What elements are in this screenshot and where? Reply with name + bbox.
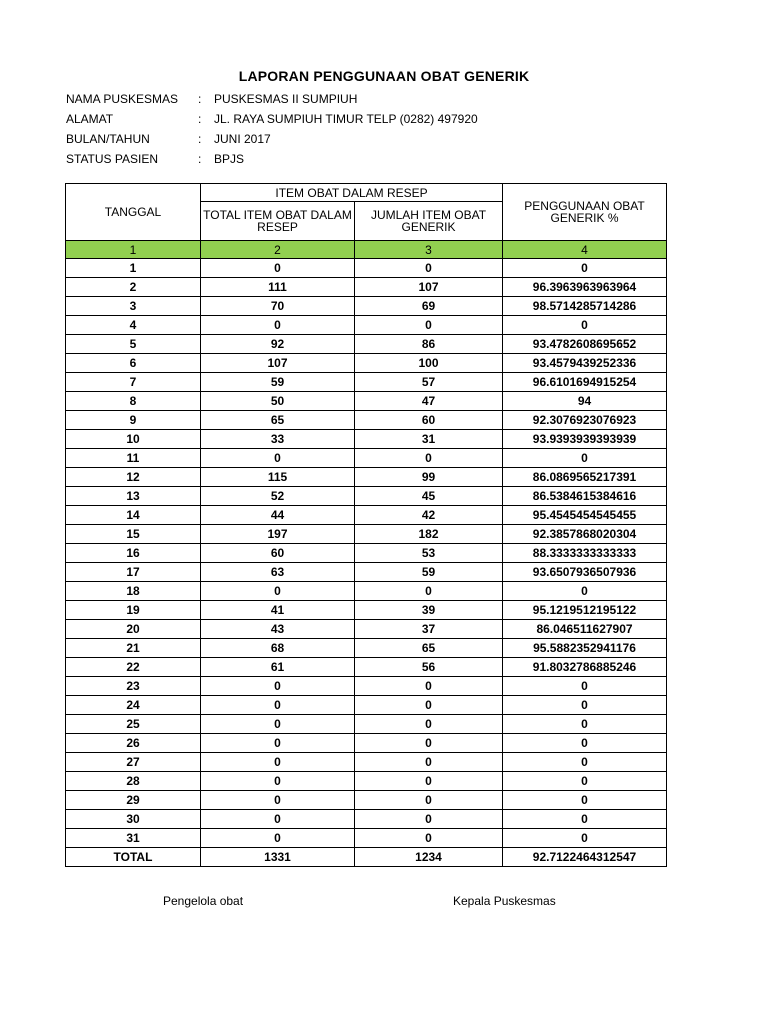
- row-total-item-cell: 50: [201, 392, 355, 411]
- info-label: BULAN/TAHUN: [66, 132, 150, 146]
- table-row: [66, 544, 667, 563]
- row-tanggal-cell: 13: [66, 487, 201, 506]
- row-persen-cell: 0: [503, 696, 667, 715]
- row-total-item-cell: 0: [201, 810, 355, 829]
- row-total-item-cell: 0: [201, 829, 355, 848]
- info-row-puskesmas: [66, 90, 478, 110]
- row-total-item-cell: 61: [201, 658, 355, 677]
- info-colon: :: [198, 132, 202, 146]
- row-persen-cell: 94: [503, 392, 667, 411]
- table-row: [66, 411, 667, 430]
- row-jumlah-generik-cell: 0: [355, 772, 503, 791]
- row-persen-cell: 0: [503, 810, 667, 829]
- row-jumlah-generik-cell: 39: [355, 601, 503, 620]
- row-tanggal-cell: 18: [66, 582, 201, 601]
- info-colon: :: [198, 92, 202, 106]
- row-persen-cell: 96.6101694915254: [503, 373, 667, 392]
- row-persen-cell: 86.5384615384616: [503, 487, 667, 506]
- row-persen-cell: 96.3963963963964: [503, 278, 667, 297]
- table-row: [66, 373, 667, 392]
- row-jumlah-generik-cell: 0: [355, 259, 503, 278]
- row-jumlah-generik-cell: 0: [355, 753, 503, 772]
- row-total-item-cell: 92: [201, 335, 355, 354]
- row-tanggal-cell: 17: [66, 563, 201, 582]
- table-row: [66, 525, 667, 544]
- table-row: [66, 354, 667, 373]
- row-persen-cell: 86.0869565217391: [503, 468, 667, 487]
- table-row: [66, 772, 667, 791]
- row-total-item-cell: 107: [201, 354, 355, 373]
- info-value: BPJS: [214, 152, 245, 166]
- row-total-item-cell: 0: [201, 582, 355, 601]
- row-persen-cell: 93.4579439252336: [503, 354, 667, 373]
- row-persen-cell: 95.4545454545455: [503, 506, 667, 525]
- row-total-item-cell: 197: [201, 525, 355, 544]
- table-row: [66, 715, 667, 734]
- table-row: [66, 734, 667, 753]
- table-row: [66, 316, 667, 335]
- row-tanggal-cell: 9: [66, 411, 201, 430]
- report-title: LAPORAN PENGGUNAAN OBAT GENERIK: [238, 68, 530, 84]
- report-table: [65, 183, 667, 867]
- row-total-item-cell: 0: [201, 734, 355, 753]
- row-total-item-cell: 52: [201, 487, 355, 506]
- row-persen-cell: 0: [503, 715, 667, 734]
- row-total-item-cell: 0: [201, 696, 355, 715]
- row-total-item-cell: 0: [201, 449, 355, 468]
- row-total-item-cell: 70: [201, 297, 355, 316]
- row-persen-cell: 0: [503, 772, 667, 791]
- row-jumlah-generik-cell: 100: [355, 354, 503, 373]
- table-row: [66, 468, 667, 487]
- row-persen-cell: 0: [503, 829, 667, 848]
- row-tanggal-cell: 22: [66, 658, 201, 677]
- row-tanggal-cell: 26: [66, 734, 201, 753]
- row-jumlah-generik-cell: 0: [355, 715, 503, 734]
- row-jumlah-generik-cell: 182: [355, 525, 503, 544]
- table-row: [66, 278, 667, 297]
- row-tanggal-cell: 8: [66, 392, 201, 411]
- row-persen-cell: 0: [503, 582, 667, 601]
- info-value: PUSKESMAS II SUMPIUH: [214, 92, 358, 106]
- row-jumlah-generik-cell: 59: [355, 563, 503, 582]
- row-total-item-cell: 59: [201, 373, 355, 392]
- row-jumlah-generik-cell: 0: [355, 696, 503, 715]
- row-tanggal-cell: 12: [66, 468, 201, 487]
- row-total-item-cell: 0: [201, 715, 355, 734]
- row-tanggal-cell: 15: [66, 525, 201, 544]
- table-row: [66, 563, 667, 582]
- row-tanggal-cell: 10: [66, 430, 201, 449]
- header-total-item: TOTAL ITEM OBAT DALAM RESEP: [201, 202, 355, 241]
- total-label: TOTAL: [66, 848, 201, 867]
- row-persen-cell: 93.6507936507936: [503, 563, 667, 582]
- row-persen-cell: 93.4782608695652: [503, 335, 667, 354]
- row-persen-cell: 92.3076923076923: [503, 411, 667, 430]
- row-persen-cell: 0: [503, 316, 667, 335]
- row-tanggal-cell: 5: [66, 335, 201, 354]
- table-row: [66, 810, 667, 829]
- info-value: JL. RAYA SUMPIUH TIMUR TELP (0282) 497920: [214, 112, 478, 126]
- row-total-item-cell: 44: [201, 506, 355, 525]
- table-row: [66, 791, 667, 810]
- row-tanggal-cell: 19: [66, 601, 201, 620]
- table-row: [66, 601, 667, 620]
- info-label: STATUS PASIEN: [66, 152, 159, 166]
- row-tanggal-cell: 27: [66, 753, 201, 772]
- row-jumlah-generik-cell: 0: [355, 677, 503, 696]
- row-total-item-cell: 0: [201, 259, 355, 278]
- row-jumlah-generik-cell: 0: [355, 449, 503, 468]
- row-persen-cell: 95.5882352941176: [503, 639, 667, 658]
- row-total-item-cell: 0: [201, 772, 355, 791]
- total-item-cell: 1331: [201, 848, 355, 867]
- signature-kepala: Kepala Puskesmas: [453, 894, 556, 908]
- total-row: [66, 848, 667, 867]
- info-colon: :: [198, 112, 202, 126]
- row-total-item-cell: 115: [201, 468, 355, 487]
- row-jumlah-generik-cell: 0: [355, 316, 503, 335]
- table-row: [66, 582, 667, 601]
- row-persen-cell: 95.1219512195122: [503, 601, 667, 620]
- row-tanggal-cell: 21: [66, 639, 201, 658]
- row-jumlah-generik-cell: 42: [355, 506, 503, 525]
- table-row: [66, 639, 667, 658]
- row-persen-cell: 92.3857868020304: [503, 525, 667, 544]
- table-row: [66, 449, 667, 468]
- row-jumlah-generik-cell: 0: [355, 582, 503, 601]
- row-jumlah-generik-cell: 0: [355, 791, 503, 810]
- row-persen-cell: 86.046511627907: [503, 620, 667, 639]
- row-total-item-cell: 41: [201, 601, 355, 620]
- row-tanggal-cell: 6: [66, 354, 201, 373]
- row-total-item-cell: 111: [201, 278, 355, 297]
- row-tanggal-cell: 23: [66, 677, 201, 696]
- row-persen-cell: 0: [503, 753, 667, 772]
- info-label: NAMA PUSKESMAS: [66, 92, 179, 106]
- table-row: [66, 696, 667, 715]
- table-row: [66, 506, 667, 525]
- row-tanggal-cell: 1: [66, 259, 201, 278]
- info-row-bulan-tahun: [66, 130, 478, 150]
- header-tanggal: TANGGAL: [66, 184, 201, 241]
- column-number-row: [66, 241, 667, 259]
- row-jumlah-generik-cell: 53: [355, 544, 503, 563]
- table-row: [66, 297, 667, 316]
- row-persen-cell: 98.5714285714286: [503, 297, 667, 316]
- column-number: 1: [66, 241, 201, 259]
- row-total-item-cell: 68: [201, 639, 355, 658]
- row-total-item-cell: 65: [201, 411, 355, 430]
- row-persen-cell: 91.8032786885246: [503, 658, 667, 677]
- info-label: ALAMAT: [66, 112, 114, 126]
- row-jumlah-generik-cell: 0: [355, 810, 503, 829]
- row-jumlah-generik-cell: 107: [355, 278, 503, 297]
- header-penggunaan: PENGGUNAAN OBAT GENERIK %: [503, 184, 667, 241]
- row-jumlah-generik-cell: 60: [355, 411, 503, 430]
- row-persen-cell: 93.9393939393939: [503, 430, 667, 449]
- row-tanggal-cell: 3: [66, 297, 201, 316]
- row-total-item-cell: 0: [201, 791, 355, 810]
- row-tanggal-cell: 30: [66, 810, 201, 829]
- row-tanggal-cell: 25: [66, 715, 201, 734]
- row-tanggal-cell: 4: [66, 316, 201, 335]
- table-row: [66, 829, 667, 848]
- row-jumlah-generik-cell: 45: [355, 487, 503, 506]
- row-tanggal-cell: 29: [66, 791, 201, 810]
- row-tanggal-cell: 7: [66, 373, 201, 392]
- table-row: [66, 487, 667, 506]
- table-row: [66, 430, 667, 449]
- header-item-obat-group: ITEM OBAT DALAM RESEP: [201, 184, 503, 202]
- row-jumlah-generik-cell: 31: [355, 430, 503, 449]
- row-tanggal-cell: 28: [66, 772, 201, 791]
- total-generik-cell: 1234: [355, 848, 503, 867]
- row-total-item-cell: 0: [201, 753, 355, 772]
- row-persen-cell: 0: [503, 734, 667, 753]
- row-jumlah-generik-cell: 69: [355, 297, 503, 316]
- total-persen-cell: 92.7122464312547: [503, 848, 667, 867]
- row-tanggal-cell: 14: [66, 506, 201, 525]
- row-jumlah-generik-cell: 47: [355, 392, 503, 411]
- info-value: JUNI 2017: [214, 132, 271, 146]
- row-jumlah-generik-cell: 65: [355, 639, 503, 658]
- row-persen-cell: 0: [503, 791, 667, 810]
- row-tanggal-cell: 2: [66, 278, 201, 297]
- table-row: [66, 335, 667, 354]
- row-total-item-cell: 43: [201, 620, 355, 639]
- row-jumlah-generik-cell: 0: [355, 829, 503, 848]
- column-number: 2: [201, 241, 355, 259]
- row-tanggal-cell: 31: [66, 829, 201, 848]
- row-persen-cell: 0: [503, 259, 667, 278]
- row-total-item-cell: 60: [201, 544, 355, 563]
- table-row: [66, 259, 667, 278]
- row-tanggal-cell: 24: [66, 696, 201, 715]
- info-colon: :: [198, 152, 202, 166]
- row-jumlah-generik-cell: 56: [355, 658, 503, 677]
- row-tanggal-cell: 11: [66, 449, 201, 468]
- column-number: 4: [503, 241, 667, 259]
- info-row-status-pasien: [66, 150, 478, 170]
- row-jumlah-generik-cell: 86: [355, 335, 503, 354]
- report-info: [66, 90, 478, 170]
- row-jumlah-generik-cell: 0: [355, 734, 503, 753]
- row-tanggal-cell: 16: [66, 544, 201, 563]
- row-jumlah-generik-cell: 99: [355, 468, 503, 487]
- row-persen-cell: 0: [503, 677, 667, 696]
- table-row: [66, 620, 667, 639]
- table-row: [66, 753, 667, 772]
- row-total-item-cell: 0: [201, 677, 355, 696]
- signature-pengelola: Pengelola obat: [163, 894, 244, 908]
- table-row: [66, 677, 667, 696]
- row-persen-cell: 0: [503, 449, 667, 468]
- table-row: [66, 658, 667, 677]
- header-jumlah-generik: JUMLAH ITEM OBAT GENERIK: [355, 202, 503, 241]
- row-tanggal-cell: 20: [66, 620, 201, 639]
- row-jumlah-generik-cell: 57: [355, 373, 503, 392]
- row-total-item-cell: 33: [201, 430, 355, 449]
- column-number: 3: [355, 241, 503, 259]
- row-jumlah-generik-cell: 37: [355, 620, 503, 639]
- info-row-alamat: [66, 110, 478, 130]
- row-persen-cell: 88.3333333333333: [503, 544, 667, 563]
- table-body: [66, 259, 667, 848]
- row-total-item-cell: 63: [201, 563, 355, 582]
- row-total-item-cell: 0: [201, 316, 355, 335]
- table-row: [66, 392, 667, 411]
